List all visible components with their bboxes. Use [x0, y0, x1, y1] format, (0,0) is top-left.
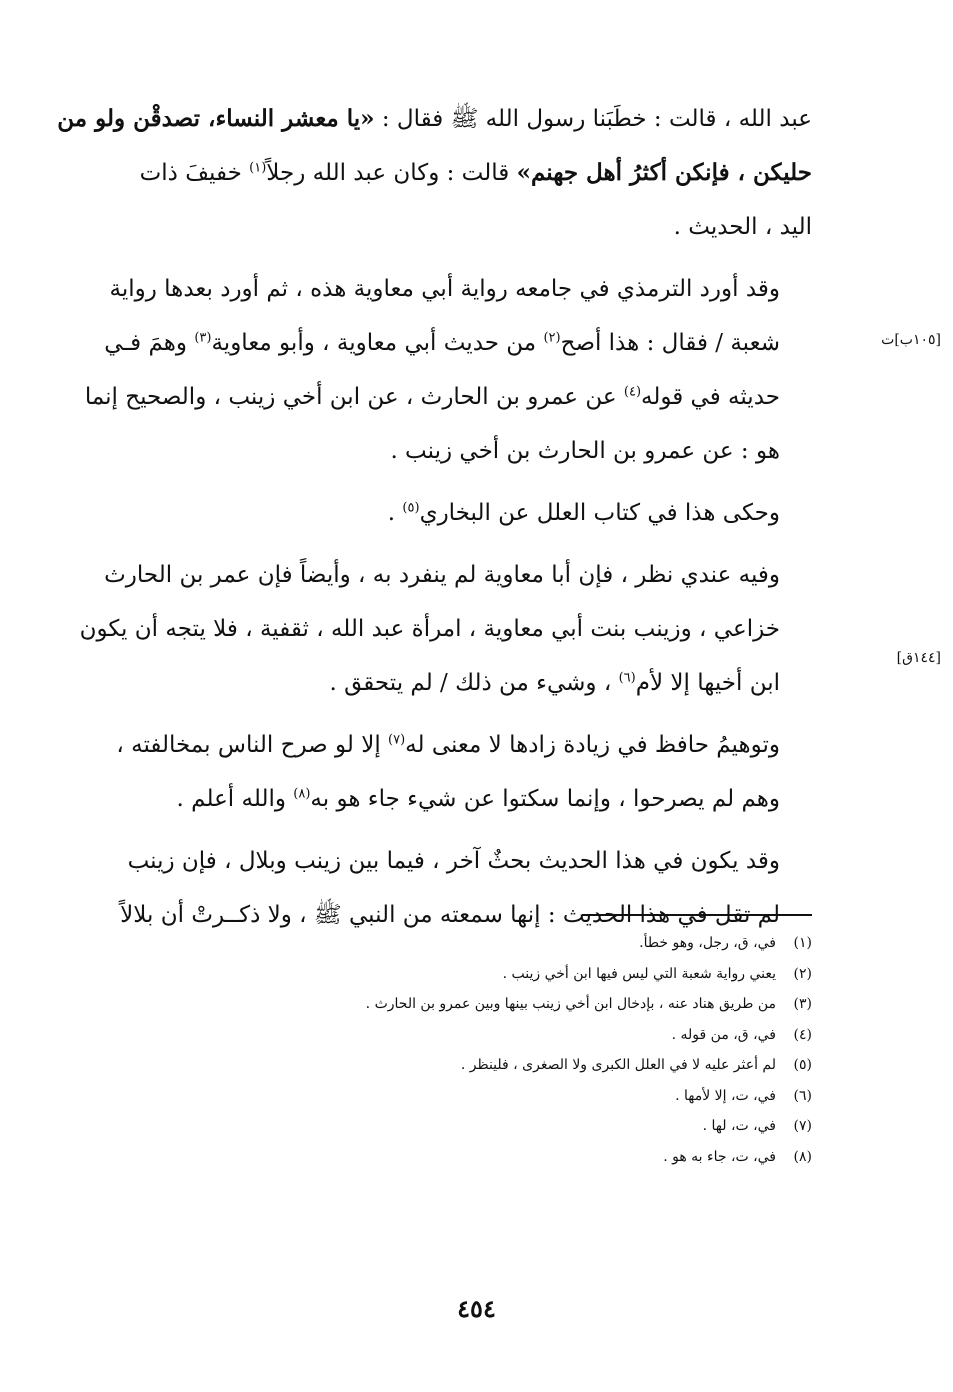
paragraph-1: [57, 92, 812, 254]
text-run: إلا لو صرح الناس بمخالفته ،: [116, 732, 389, 758]
footnote-ref[interactable]: (١): [249, 160, 267, 176]
footnote-item: [212, 1081, 812, 1112]
text-run: من حديث أبي معاوية ، وأبو معاوية: [211, 330, 544, 356]
footnote-ref[interactable]: (٣): [194, 330, 212, 346]
footnote-item: [212, 989, 812, 1020]
footnote-text: في، ت، لها .: [702, 1118, 776, 1134]
footnote-ref[interactable]: (٦): [618, 670, 636, 686]
text-line: [84, 370, 812, 424]
text-run: قالت : وكان عبد الله رجلاً: [266, 160, 517, 186]
footnote-item: [212, 959, 812, 990]
text-line: وقد أورد الترمذي في جامعه رواية أبي معاوية هذه ، ثم أورد بعدها رواية: [109, 276, 780, 302]
footnote-ref[interactable]: (٨): [293, 786, 311, 802]
text-run: خفيفَ ذات: [139, 160, 250, 186]
footnote-number: (٤): [793, 1026, 812, 1043]
text-run: حديثه في قوله: [641, 384, 780, 410]
text-line: [57, 92, 812, 146]
paragraph-6: [100, 834, 812, 942]
footnote-item: [212, 1142, 812, 1173]
text-line: [100, 146, 812, 200]
hadith-quote: حليكن ، فإنكن أكثرُ أهل جهنم»: [516, 159, 812, 186]
text-run: شعبة / فقال : هذا أصح: [560, 330, 780, 356]
paragraph-4: [79, 548, 812, 710]
paragraph-2: [84, 262, 812, 478]
footnote-text: في، ت، إلا لأمها .: [675, 1087, 776, 1104]
paragraph-5: [100, 718, 812, 826]
text-line: وفيه عندي نظر ، فإن أبا معاوية لم ينفرد به ، وأيضاً فإن عمر بن الحارث: [104, 562, 780, 588]
text-run: .: [387, 500, 403, 526]
footnote-item: [212, 1050, 812, 1081]
footnote-text: في، ق، رجل، وهو خطأ.: [639, 935, 776, 951]
text-line: [100, 718, 812, 772]
text-line: هو : عن عمرو بن الحارث بن أخي زينب .: [390, 438, 780, 464]
text-line: [100, 772, 812, 826]
text-run: وهم لم يصرحوا ، وإنما سكتوا عن شيء جاء هو به: [310, 786, 780, 812]
footnote-number: (٢): [793, 965, 812, 982]
text-line: خزاعي ، وزينب بنت أبي معاوية ، امرأة عبد الله ، ثقفية ، فلا يتجه أن يكون: [79, 616, 780, 642]
text-line: [100, 486, 812, 540]
footnote-number: (٨): [793, 1148, 812, 1165]
footnote-number: (٥): [793, 1057, 812, 1073]
margin-note-manuscript-q: [١٤٤ق]: [896, 650, 941, 666]
footnote-text: يعني رواية شعبة التي ليس فيها ابن أخي زينب .: [502, 965, 776, 982]
page-number: ٤٥٤: [457, 1294, 496, 1323]
paragraph-3: [100, 486, 812, 540]
text-run: ، وشيء من ذلك / لم يتحقق .: [329, 670, 619, 696]
footnote-text: في، ق، من قوله .: [671, 1026, 776, 1043]
footnote-item: [212, 1111, 812, 1142]
text-run: عن عمرو بن الحارث ، عن ابن أخي زينب ، والصحيح إنما: [84, 384, 624, 410]
text-run: وحكى هذا في كتاب العلل عن البخاري: [419, 500, 780, 526]
text-run: وهمَ فـي: [104, 330, 195, 356]
footnote-ref[interactable]: (٢): [543, 330, 561, 346]
footnote-divider: [582, 914, 812, 916]
footnote-ref[interactable]: (٧): [388, 732, 406, 748]
text-line: اليد ، الحديث .: [673, 214, 812, 240]
footnote-item: [212, 1020, 812, 1051]
footnote-item: [212, 928, 812, 959]
text-run: عبد الله ، قالت : خطَبَنا رسول الله ﷺ فقال :: [374, 106, 812, 132]
footnote-number: (٦): [793, 1087, 812, 1104]
text-line: وقد يكون في هذا الحديث بحثٌ آخر ، فيما بين زينب وبلال ، فإن زينب: [127, 848, 780, 874]
footnote-text: في، ت، جاء به هو .: [663, 1148, 776, 1165]
text-run: والله أعلم .: [176, 786, 294, 812]
text-line: [100, 316, 812, 370]
footnote-number: (٣): [793, 996, 812, 1012]
text-line: [100, 656, 812, 710]
footnote-ref[interactable]: (٤): [623, 384, 642, 400]
margin-note-manuscript-t: [١٠٥ب]ت: [881, 332, 941, 348]
text-line: لم تقل في هذا الحديث : إنها سمعته من النبي ﷺ ، ولا ذكــرتْ أن بلالاً: [120, 902, 780, 928]
text-run: ابن أخيها إلا لأم: [635, 670, 780, 696]
footnote-text: من طريق هناد عنه ، بإدخال ابن أخي زينب بينها وبين عمرو بن الحارث .: [365, 996, 776, 1012]
footnote-ref[interactable]: (٥): [402, 500, 420, 516]
text-run: وتوهيمُ حافظ في زيادة زادها لا معنى له: [405, 732, 780, 758]
footnote-text: لم أعثر عليه لا في العلل الكبرى ولا الصغرى ، فلينظر .: [460, 1057, 776, 1073]
footnote-number: (١): [793, 935, 812, 951]
footnotes-list: [212, 928, 812, 1172]
main-text-block: [57, 92, 812, 950]
footnote-number: (٧): [793, 1118, 812, 1134]
hadith-quote: «يا معشر النساء، تصدقْن ولو من: [57, 105, 375, 132]
